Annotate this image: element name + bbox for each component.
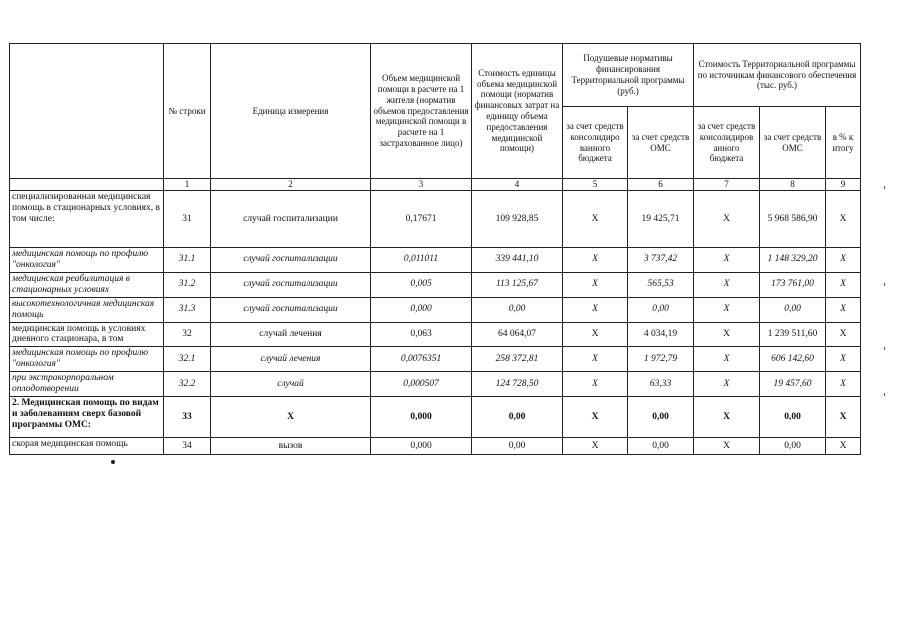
row-number: 32 [164, 322, 211, 347]
row-oms-2: 1 148 329,20 [760, 248, 826, 273]
header-cost: Стоимость единицы объема медицинской помощи (норматив финансовых затрат на единицу объема предоставления медицинской помощи) [472, 44, 563, 179]
header-row-top [10, 44, 861, 107]
header-per-capita: Подушевые нормативы финансирования Территориальной программы (руб.) [563, 44, 694, 107]
row-consolidated: X [563, 191, 628, 248]
row-oms-2: 606 142,60 [760, 347, 826, 372]
row-consolidated: X [563, 372, 628, 397]
col-num: 9 [826, 179, 861, 191]
row-volume: 0,000 [371, 438, 472, 455]
header-row-no: № строки [164, 44, 211, 179]
row-oms: 0,00 [628, 297, 694, 322]
header-volume: Объем медицинской помощи в расчете на 1 жителя (норматив объемов предоставления медицинской помощи в расчете на 1 застрахованное лицо) [371, 44, 472, 179]
header-unit: Единица измерения [211, 44, 371, 179]
row-percent: X [826, 438, 861, 455]
row-oms: 0,00 [628, 438, 694, 455]
header-sub-consolidated-2: за счет средств консолидиров анного бюджета [694, 107, 760, 179]
row-volume: 0,17671 [371, 191, 472, 248]
row-consolidated-2: X [694, 372, 760, 397]
row-percent: X [826, 297, 861, 322]
row-consolidated: X [563, 248, 628, 273]
row-consolidated-2: X [694, 347, 760, 372]
row-name: медицинская помощь по профилю "онкология" [10, 347, 164, 372]
row-consolidated-2: X [694, 191, 760, 248]
col-num: 6 [628, 179, 694, 191]
scan-speck [111, 460, 115, 464]
table-row [10, 248, 861, 273]
row-consolidated: X [563, 272, 628, 297]
row-consolidated: X [563, 297, 628, 322]
col-num: 3 [371, 179, 472, 191]
row-volume: 0,000 [371, 397, 472, 438]
row-consolidated-2: X [694, 272, 760, 297]
row-cost: 0,00 [472, 397, 563, 438]
row-name: скорая медицинская помощь [10, 438, 164, 455]
header-sub-percent: в % к итогу [826, 107, 861, 179]
row-unit: случай госпитализации [211, 248, 371, 273]
row-oms-2: 0,00 [760, 297, 826, 322]
row-oms: 63,33 [628, 372, 694, 397]
row-percent: X [826, 248, 861, 273]
col-num [10, 179, 164, 191]
row-unit: случай госпитализации [211, 297, 371, 322]
row-oms: 565,53 [628, 272, 694, 297]
row-number: 31.1 [164, 248, 211, 273]
row-number: 34 [164, 438, 211, 455]
row-cost: 109 928,85 [472, 191, 563, 248]
row-consolidated-2: X [694, 397, 760, 438]
row-consolidated: X [563, 397, 628, 438]
row-unit: случай лечения [211, 347, 371, 372]
row-number: 32.1 [164, 347, 211, 372]
row-oms-2: 0,00 [760, 438, 826, 455]
row-oms-2: 1 239 511,60 [760, 322, 826, 347]
header-sub-oms-2: за счет средств ОМС [760, 107, 826, 179]
table-row [10, 322, 861, 347]
header-sub-consolidated: за счет средств консолидиро ванного бюджета [563, 107, 628, 179]
row-consolidated-2: X [694, 297, 760, 322]
table-row [10, 397, 861, 438]
row-consolidated-2: X [694, 438, 760, 455]
table-row [10, 297, 861, 322]
table-row [10, 191, 861, 248]
scan-mark [884, 186, 885, 189]
row-name: при экстракорпоральном оплодотворении [10, 372, 164, 397]
row-oms-2: 5 968 586,90 [760, 191, 826, 248]
row-cost: 64 064,07 [472, 322, 563, 347]
row-name: высокотехнологичная медицинская помощь [10, 297, 164, 322]
header-name-cell [10, 44, 164, 179]
row-unit: случай госпитализации [211, 191, 371, 248]
table-row [10, 272, 861, 297]
col-num: 2 [211, 179, 371, 191]
row-cost: 0,00 [472, 438, 563, 455]
row-number: 32.2 [164, 372, 211, 397]
row-oms: 3 737,42 [628, 248, 694, 273]
row-consolidated-2: X [694, 248, 760, 273]
medical-program-table [9, 43, 861, 455]
row-cost: 113 125,67 [472, 272, 563, 297]
row-unit: X [211, 397, 371, 438]
row-number: 31.3 [164, 297, 211, 322]
row-volume: 0,011011 [371, 248, 472, 273]
col-num: 8 [760, 179, 826, 191]
row-consolidated: X [563, 322, 628, 347]
row-oms: 4 034,19 [628, 322, 694, 347]
row-percent: X [826, 272, 861, 297]
row-oms-2: 173 761,00 [760, 272, 826, 297]
row-name: медицинская реабилитация в стационарных условиях [10, 272, 164, 297]
col-num: 7 [694, 179, 760, 191]
row-unit: случай лечения [211, 322, 371, 347]
row-oms-2: 19 457,60 [760, 372, 826, 397]
table-row [10, 372, 861, 397]
row-unit: вызов [211, 438, 371, 455]
column-numbers-row [10, 179, 861, 191]
row-volume: 0,000 [371, 297, 472, 322]
row-oms-2: 0,00 [760, 397, 826, 438]
row-consolidated-2: X [694, 322, 760, 347]
row-oms: 1 972,79 [628, 347, 694, 372]
row-name: медицинская помощь в условиях дневного стационара, в том [10, 322, 164, 347]
row-name: медицинская помощь по профилю "онкология" [10, 248, 164, 273]
scan-mark [884, 393, 885, 396]
row-percent: X [826, 322, 861, 347]
row-percent: X [826, 372, 861, 397]
row-cost: 258 372,81 [472, 347, 563, 372]
row-cost: 339 441,10 [472, 248, 563, 273]
row-number: 31.2 [164, 272, 211, 297]
row-cost: 124 728,50 [472, 372, 563, 397]
row-volume: 0,005 [371, 272, 472, 297]
row-oms: 0,00 [628, 397, 694, 438]
row-consolidated: X [563, 347, 628, 372]
row-percent: X [826, 397, 861, 438]
col-num: 1 [164, 179, 211, 191]
table-row [10, 347, 861, 372]
row-cost: 0,00 [472, 297, 563, 322]
row-name: специализированная медицинская помощь в стационарных условиях, в том числе: [10, 191, 164, 248]
header-sub-oms: за счет средств ОМС [628, 107, 694, 179]
row-consolidated: X [563, 438, 628, 455]
scan-mark [884, 283, 885, 286]
header-territorial-cost: Стоимость Территориальной программы по источникам финансового обеспечения (тыс. руб.) [694, 44, 861, 107]
table-row [10, 438, 861, 455]
col-num: 4 [472, 179, 563, 191]
row-unit: случай госпитализации [211, 272, 371, 297]
row-percent: X [826, 191, 861, 248]
row-percent: X [826, 347, 861, 372]
scan-mark [884, 347, 885, 350]
row-unit: случай [211, 372, 371, 397]
col-num: 5 [563, 179, 628, 191]
row-volume: 0,063 [371, 322, 472, 347]
row-volume: 0,000507 [371, 372, 472, 397]
row-number: 31 [164, 191, 211, 248]
row-oms: 19 425,71 [628, 191, 694, 248]
row-volume: 0,0076351 [371, 347, 472, 372]
row-name: 2. Медицинская помощь по видам и заболеваниям сверх базовой программы ОМС: [10, 397, 164, 438]
row-number: 33 [164, 397, 211, 438]
